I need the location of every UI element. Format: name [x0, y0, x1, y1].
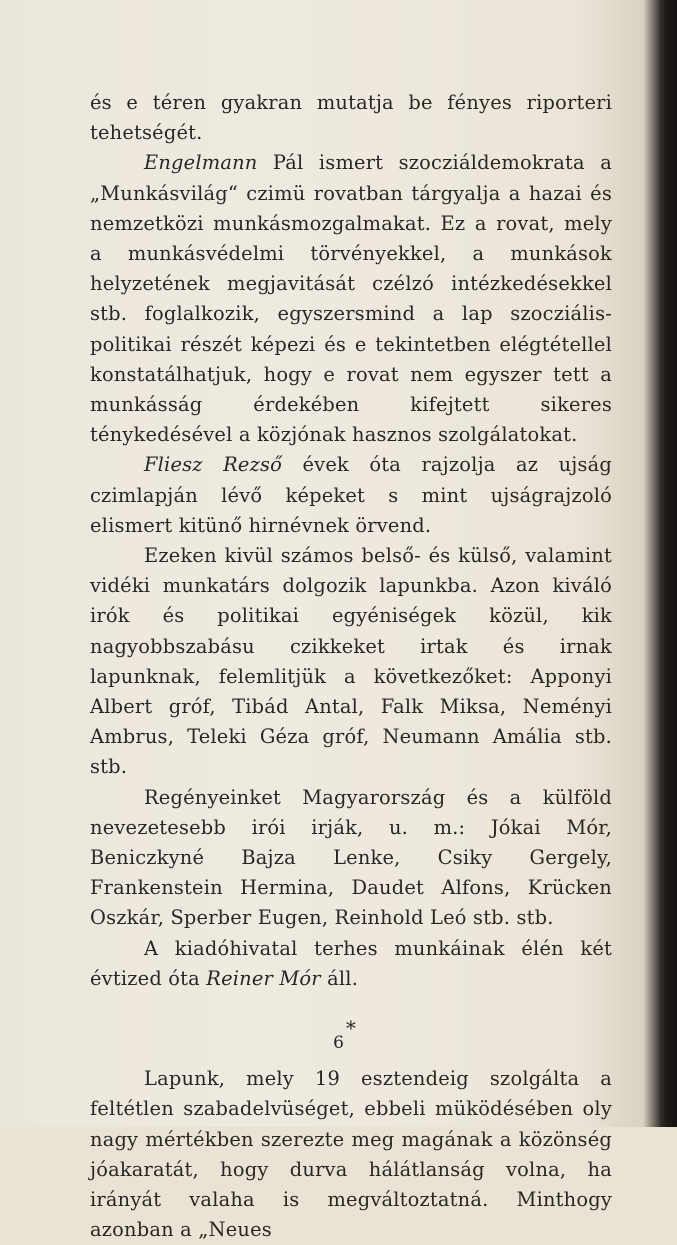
page-edge-shadow — [659, 0, 677, 1127]
text-segment: évek óta rajzolja az ujság czimlapján lévő képeket s mint ujságrajzoló elismert kitünő hirnévnek örvend. — [90, 453, 613, 537]
paragraph — [90, 541, 612, 783]
author-name: Engelmann — [144, 151, 258, 175]
text-segment: A kiadóhivatal terhes munkáinak élén két évtized óta — [90, 936, 612, 990]
paragraph — [90, 450, 612, 541]
paragraph — [90, 148, 612, 450]
text-segment: Ezeken kivül számos belső- és külső, valamint vidéki munkatárs dolgozik lapunkba. Azon kiváló irók és politikai egyéniségek közül, kik nagyobbszabásu czikkeket irtak és irnak lapunknak, felemlitjük a következőket: Apponyi Albert gróf, Tibád Antal, Falk Miksa, Neményi Ambrus, Teleki Géza gróf, Neumann Amália stb. stb. — [90, 544, 612, 779]
paragraph — [90, 934, 612, 994]
text-segment: és e téren gyakran mutatja be fényes riporteri tehetségét. — [90, 91, 612, 145]
section-separator: * — [345, 1016, 357, 1041]
paragraph — [90, 783, 612, 934]
paragraph — [90, 88, 612, 148]
text-segment: Lapunk, mely 19 esztendeig szolgálta a feltétlen szabadelvüséget, ebbeli müködésében oly nagy mértékben szerezte meg magának a közönség jóakaratát, hogy durva hálátlanság volna, ha irányát valaha is megváltoztatná. Minthogy azonban a „Neues — [90, 1067, 612, 1242]
page-number: 6 — [333, 1033, 344, 1053]
text-segment: Pál ismert szocziáldemokrata a „Munkásvilág“ czimü rovatban tárgyalja a hazai és nemzetközi munkásmozgalmakat. Ez a rovat, mely a munkásvédelmi törvényekkel, a munkások helyzetének megjavitását czélzó intézkedésekkel stb. foglalkozik, egyszersmind a lap szocziális-politikai részét képezi és e tekintetben elégtétellel konstatálhatjuk, hogy e rovat nem egyszer tett a munkásság érdekében kifejtett sikeres ténykedésével a közjónak hasznos szolgálatokat. — [90, 151, 612, 447]
body-text — [90, 88, 612, 1245]
author-name: Reiner Mór — [206, 966, 321, 990]
text-segment: áll. — [320, 966, 359, 990]
author-name: Fliesz Rezső — [144, 453, 283, 477]
text-segment: Regényeinket Magyarország és a külföld nevezetesebb irói irják, u. m.: Jókai Mór, Beniczkyné Bajza Lenke, Csiky Gergely, Frankenstein Hermina, Daudet Alfons, Krücken Oszkár, Sperber Eugen, Reinhold Leó stb. stb. — [90, 785, 612, 930]
paragraph — [90, 1064, 612, 1245]
